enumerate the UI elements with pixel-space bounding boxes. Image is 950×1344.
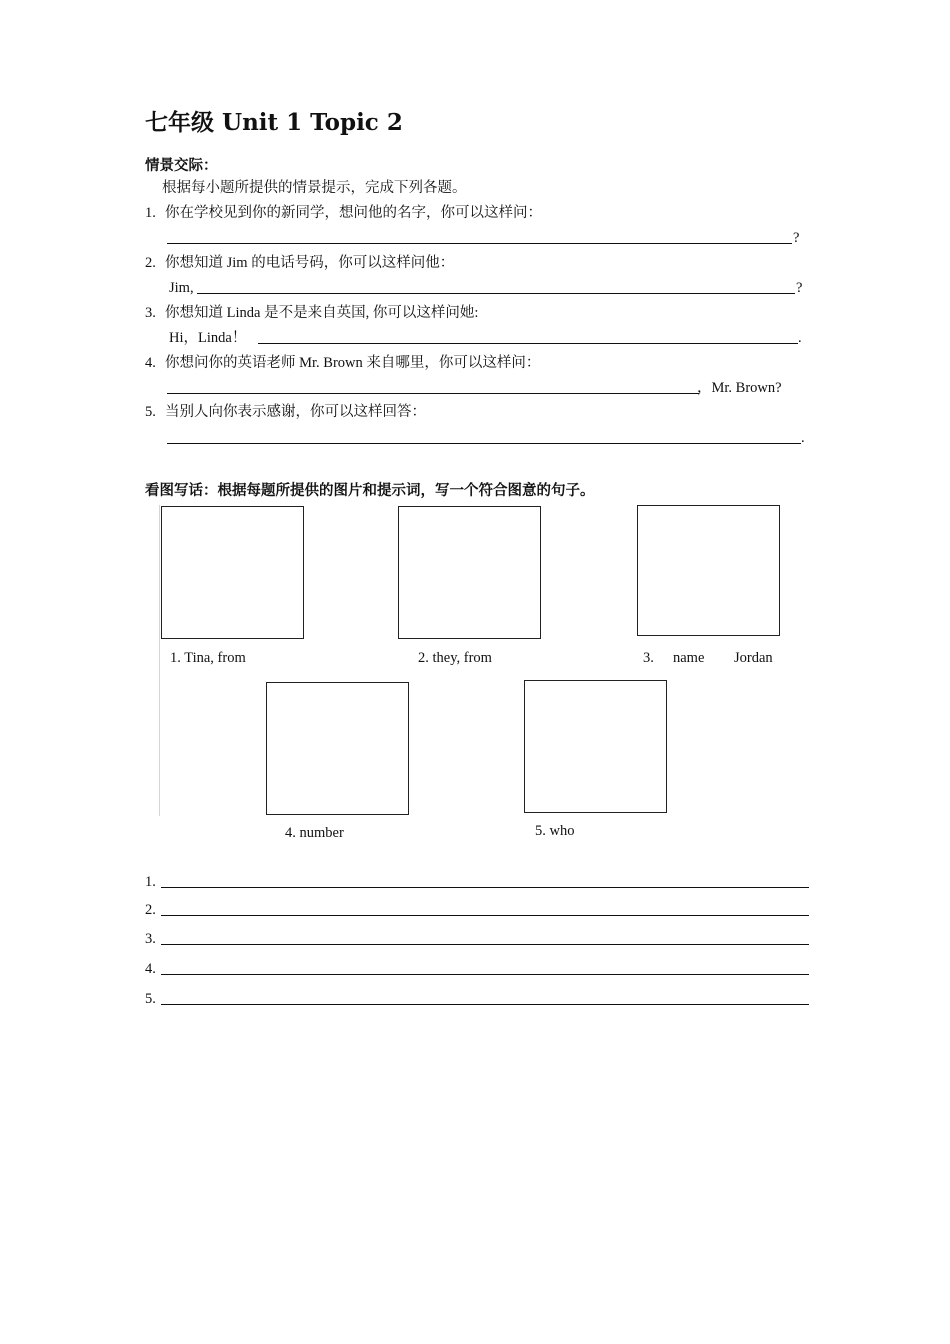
item-5-suffix: . (801, 430, 805, 446)
section2-heading: 看图写话：根据每题所提供的图片和提示词，写一个符合图意的句子。 (145, 483, 595, 499)
item-2-prefix: Jim, (169, 280, 194, 296)
picture-2-frame (398, 506, 541, 639)
section1-instruction: 根据每小题所提供的情景提示，完成下列各题。 (162, 180, 467, 196)
item-2-number: 2. (145, 255, 156, 271)
section1-heading: 情景交际： (145, 158, 218, 174)
picture-1-caption: 1. Tina, from (170, 650, 246, 666)
item-4-suffix: ，Mr. Brown? (697, 380, 782, 396)
item-3-answer-line[interactable] (258, 343, 798, 344)
item-3-prompt: 你想知道 Linda 是不是来自英国, 你可以这样问她: (165, 305, 479, 321)
item-1-suffix: ? (793, 230, 800, 246)
picture-5-frame (524, 680, 667, 813)
page-title: 七年级 Unit 1 Topic 2 (145, 109, 403, 136)
picture-2-caption: 2. they, from (418, 650, 492, 666)
answer-4-line[interactable] (161, 974, 809, 975)
item-1-number: 1. (145, 205, 156, 221)
picture-4-caption: 4. number (285, 825, 344, 841)
item-2-answer-line[interactable] (197, 293, 795, 294)
answer-1-line[interactable] (161, 887, 809, 888)
answer-3-number: 3. (145, 931, 156, 947)
picture-3-caption-word2: Jordan (734, 650, 773, 666)
answer-1-number: 1. (145, 874, 156, 890)
item-4-number: 4. (145, 355, 156, 371)
item-3-suffix: . (798, 330, 802, 346)
item-3-prefix: Hi，Linda！ (169, 330, 247, 346)
picture-1-frame (161, 506, 304, 639)
picture-4-frame (266, 682, 409, 815)
item-5-answer-line[interactable] (167, 443, 801, 444)
item-2-suffix: ? (796, 280, 803, 296)
item-4-answer-line[interactable] (167, 393, 699, 394)
picture-3-caption-number: 3. (643, 650, 654, 666)
answer-5-line[interactable] (161, 1004, 809, 1005)
answer-2-line[interactable] (161, 915, 809, 916)
item-1-prompt: 你在学校见到你的新同学，想问他的名字，你可以这样问： (165, 205, 542, 221)
answer-3-line[interactable] (161, 944, 809, 945)
picture-3-frame (637, 505, 780, 636)
item-3-number: 3. (145, 305, 156, 321)
item-1-answer-line[interactable] (167, 243, 792, 244)
item-4-prompt: 你想问你的英语老师 Mr. Brown 来自哪里，你可以这样问： (165, 355, 541, 371)
item-5-prompt: 当别人向你表示感谢，你可以这样回答： (165, 404, 426, 420)
answer-4-number: 4. (145, 961, 156, 977)
item-5-number: 5. (145, 404, 156, 420)
picture-5-caption: 5. who (535, 823, 575, 839)
picture-3-caption-word1: name (673, 650, 705, 666)
answer-2-number: 2. (145, 902, 156, 918)
answer-5-number: 5. (145, 991, 156, 1007)
item-2-prompt: 你想知道 Jim 的电话号码，你可以这样问他： (165, 255, 455, 271)
